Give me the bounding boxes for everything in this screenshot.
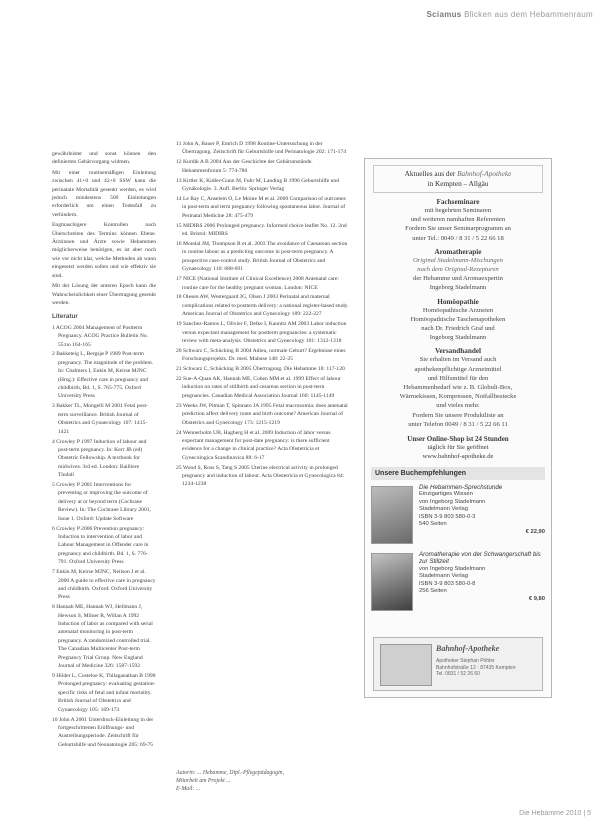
book-line: 540 Seiten <box>419 521 447 528</box>
reference-item: 10 John A 2001 Unterdruck-Einleitung in der fortgeschrittenen Eröffnungs- und Austreibungsperiode. Zeitschrift für Geburtshilfe und Neonatologie 205: 69-75 <box>52 716 154 748</box>
ad-line: Ingeborg Stadelmann <box>429 334 487 342</box>
reference-item: 15 MIDIRS 2006 Prolonged pregnancy. Informed choice leaflet No. 12. 2nd ed. Bristol: MIDIRS <box>176 222 347 238</box>
ad-line: der Hebamme und Aromaexpertin <box>413 275 503 283</box>
book-title: Die Hebammen-Sprechstunde <box>419 484 503 492</box>
reference-item: 24 Wennerholm UB, Hagberg H et al. 2009 Induction of labor versus expectant management for post-date pregnancy: is there sufficient evidence for a change in clinical practice? Acta Obstetricia et Gynecologica Scandinavica 88: 6-17 <box>176 429 331 461</box>
ad-line: mit begehrten Seminaren <box>424 207 492 214</box>
ad-line: Ingeborg Stadelmann <box>429 284 487 292</box>
text-column-middle <box>176 140 350 490</box>
reference-item: 8 Hannah ME, Hannah WJ, Hellmann J, Hewson S, Milner R, Willan A 1992 Induction of labor as compared with serial antenatal monitoring in post-term pregnancy. A randomized controlled trial. The Canadian Multicenter Post-term Pregnancy Trial Group. New England Journal of Medicine 326: 1587-1592 <box>52 604 153 670</box>
ad-block-heading: Homöopathie <box>437 297 479 306</box>
reference-item: 16 Mondal JM, Thompson R et al. 2003 The avoidance of Caesarean section in routine labour as a predicting outcome in post-term pregnancy. A prospective case-control study. British Journal of Obstetrics and Gynaecology 110: 688-691 <box>176 240 348 273</box>
header-title: Blicken aus dem Hebammenraum <box>464 10 593 19</box>
book-line: Einzigartiges Wissen <box>419 491 473 498</box>
reference-item: 17 NICE (National Institute of Clinical Excellence) 2008 Antenatal care: routine care for the healthy pregnant woman. London: NICE <box>176 276 339 291</box>
reference-item: 2 Bakketeig L, Bergsjø P 1989 Post-term pregnancy. The magnitude of the problem. In: Chalmers I, Enkin M, Keirse MJNC (Hrsg.): Effective care in pregnancy and childbirth, Bd. 1, S. 765-775. Oxford University Press <box>52 351 154 400</box>
ad-title-line: Aktuelles aus der <box>404 169 456 178</box>
reference-item: 14 Le Ray C, Anselem O, Le Moine M et al. 2009 Comparison of outcomes in post-term and term pregnancy following spontaneous labor. Journal of Perinatal Medicine 28: 475-479 <box>176 195 346 219</box>
book-cover-image <box>371 486 413 544</box>
ad-line: Hebammenbedarf wie z. B. Globuli-Box, <box>403 384 513 392</box>
online-shop-heading: Unser Online-Shop ist 24 Stunden <box>407 435 509 444</box>
book-item <box>371 484 545 548</box>
pharmacy-building-icon <box>380 644 432 686</box>
ad-line <box>373 256 543 265</box>
ad-block-heading: Versandhandel <box>434 347 482 356</box>
logo-address-line: Tel. 0831 / 52 26 60 <box>436 671 480 678</box>
ad-line: Wärmekissen, Kompressen, Notfallbestecke <box>399 393 517 401</box>
author-note-line: Autorin: ... Hebamme, Dipl.-Pflegepädagogin, <box>176 770 285 776</box>
book-recommendations-heading: Unsere Buchempfehlungen <box>371 467 545 480</box>
author-note-line: Mitarbeit am Projekt ... <box>176 777 231 784</box>
reference-item: 1 ACOG 2004 Management of Postterm Pregnancy. ACOG Practice Bulletin No. 55:no 164-165 <box>52 324 149 348</box>
paragraph: gewährleistet und sonst können den definierten Gebärvorgang widmen. <box>52 151 156 166</box>
reference-item: 23 Weeks JW, Pitman T, Spinnato JA 1995 Fetal macrosomia: does antenatal prediction affect delivery route and birth outcome? American Journal of Obstetrics and Gynecology 173: 1215-1219 <box>176 402 348 426</box>
ad-block-heading: Aromatherapie <box>434 247 482 256</box>
reference-item: 12 Kurdik A B 2004 Aus der Geschichte der Gebärumstände. Hebammenforum 5: 774-780 <box>176 159 313 174</box>
author-note <box>176 770 350 793</box>
ad-line: Fordern Sie unsere Produktliste an <box>412 411 504 419</box>
book-info <box>419 484 545 536</box>
book-line: von Ingeborg Stadelmann <box>419 498 486 505</box>
text-column-left <box>52 150 156 751</box>
ad-line: Fordern Sie unser Seminarprogramm an <box>405 225 511 233</box>
pharmacy-advertisement <box>364 158 552 698</box>
ad-line-italic: Original Stadelmann-Mischungen <box>413 256 503 264</box>
paragraph: Mit einer routinemäßigen Einleitung zwischen 41+0 und 42+0 SSW kann die perinatale Mortalität gesenkt werden, es wird jedoch mindestens 500 Einleitungen erforderlich um einen Todesfall zu verhindern. <box>52 169 156 218</box>
ad-line: und weiteren namhaften Referenten <box>410 216 506 224</box>
book-line: 256 Seiten <box>419 588 447 595</box>
book-line: Stadelmann Verlag <box>419 506 468 513</box>
book-line: ISBN 3-9 803 580-0-8 <box>419 580 476 587</box>
reference-item: 4 Crowley P 1997 Induction of labour and post-term pregnancy. In: Kerr JB (ed) Obstetric Fellowship. A textbook for midwives. 3rd ed. London: Bailliere Tindall <box>52 438 147 479</box>
header-section: Sciamus <box>426 10 462 19</box>
ad-block-mail-order <box>365 344 551 431</box>
reference-item: 22 Sue-A-Quan AK, Hannah ME, Cohen MM et al. 1999 Effect of labour induction on rates of stillbirth and cesarean section in post-term pregnancies. Canadian Medical Association Journal 160: 1145-1149 <box>176 376 341 399</box>
logo-name: Bahnhof-Apotheke <box>436 644 500 653</box>
book-price: € 22,90 <box>525 528 545 535</box>
literature-heading: Literatur <box>52 313 78 321</box>
ad-title-line: in Kempten – Allgäu <box>427 179 489 188</box>
shop-url-link[interactable]: www.bahnhof-apotheke.de <box>422 453 494 461</box>
reference-item: 5 Crowley P 2001 Interventions for preventing or improving the outcome of delivery at or beyond term (Cochrane Review). In: The Cochrane Library 2001, Issue 1. Oxford: Update Software <box>52 482 151 522</box>
reference-item: 6 Crowley P 2006 Prevention pregnancy: Induction to intervention of labor and Labour Management in Offender care in pregnancy and childbirth. Bd. 1, S. 776-791. Oxford University Press <box>52 525 149 566</box>
reference-item: 7 Enkin M, Keirse MJNC, Neilson J et al. 2000 A guide to effective care in pregnancy and childbirth. Oxford: Oxford University Press <box>52 569 156 601</box>
logo-address <box>436 658 536 678</box>
book-price: € 9,80 <box>528 595 545 602</box>
ad-line: unter Telefon 0049 / 8 31 / 5 22 66 11 <box>408 420 508 428</box>
ad-line: apothekenpflichtige Arzneimittel <box>414 365 502 373</box>
ad-line: Homöopathische Arzneien <box>422 306 494 314</box>
logo-address-line: Apotheker Stephan Pöhler <box>436 658 495 664</box>
ad-block-heading: Fachseminare <box>436 198 480 206</box>
ad-line: und Hilfsmittel für den <box>427 374 489 382</box>
ad-line <box>373 265 543 274</box>
book-item <box>371 551 545 615</box>
reference-item: 11 John A, Bauer P, Emrich D 1998 Routine-Untersuchung in der Übertragung. Zeitschrift für Geburtshilfe und Perinatologie 202: 171-174 <box>176 141 347 156</box>
book-line: von Ingeborg Stadelmann <box>419 565 486 572</box>
reference-item: 13 Kirtler K, Kidler-Gunn M, Fuhr M, Landing B 1996 Geburtshilfe und Gynäkologie. 3. Aufl. Berlin: Springer Verlag <box>176 177 340 193</box>
ad-line: unter Tel.: 0049 / 8 31 / 5 22 66 18 <box>412 234 504 242</box>
running-header <box>427 10 593 19</box>
author-note-line: E-Mail: ... <box>176 785 201 792</box>
ad-block-homeopathy <box>365 295 551 345</box>
book-line: Stadelmann Verlag <box>419 573 468 580</box>
ad-line: Sie erhalten im Versand auch <box>419 356 497 364</box>
reference-item: 25 Wood S, Ross S, Tang S 2005 Uterine electrical activity in prolonged pregnancy and induction of labour. Acta Obstetricia et Gynecologica 84: 1234-1238 <box>176 464 345 488</box>
reference-item: 18 Olesen AW, Westergaard JG, Olsen J 2003 Perinatal and maternal complications related to postterm delivery: a national register-based study. American Journal of Obstetrics and Gynecology 189: 222-227 <box>176 294 349 318</box>
ad-line: nach Dr. Friedrich Graf und <box>421 325 495 333</box>
ad-brand: Bahnhof-Apotheke <box>457 169 512 178</box>
reference-item: 9 Hilder L, Costeloe K, Thilaganathan B 1998 Prolonged pregnancy: evaluating gestation-specific risks of fetal and infant mortality. British Journal of Obstetrics and Gynaecology 105: 169-173 <box>52 672 156 713</box>
ad-title <box>373 165 543 193</box>
logo-address-line: Bahnhofstraße 12 · 87435 Kempten <box>436 664 516 671</box>
ad-block-seminars <box>365 195 551 245</box>
ad-line-italic: nach dem Original-Rezepturen <box>417 266 499 274</box>
ad-block-aromatherapy <box>365 245 551 295</box>
book-cover-image <box>371 553 413 611</box>
reference-item: 3 Bakker TL, Mongelli M 2001 Fetal post-term surveillance. British Journal of Obstetrics and Gynaecology 107: 1415-1421 <box>52 403 148 435</box>
reference-item: 20 Schwarz C, Schücking B 2004 Adieu, normale Geburt? Ergebnisse eines Forschungsprojekts. Dr. med. Mabuse 148: 22-25 <box>176 347 346 363</box>
ad-line: Homöopathische Taschenapotheken <box>410 315 506 323</box>
page-footer: Die Hebamme 2010 | 5 <box>519 810 591 817</box>
online-shop-line: täglich für Sie geöffnet <box>427 444 489 452</box>
book-title: Aromatherapie von der Schwangerschaft bis zur Stillzeit <box>419 551 541 566</box>
ad-line: und vieles mehr. <box>436 402 480 410</box>
paragraph: Engmaschigere Kontrollen nach Überschreiten des Termins können Ebene. Ärztinnen und Ärzte sowie Hebammen möglicherweise benötigen, es ist aber noch wie vor nicht klar, welche Methoden ab wann eingesetzt werden sollen und wie effektiv sie sind. <box>52 222 156 279</box>
pharmacy-logo <box>373 637 543 691</box>
paragraph: Mit der Lösung der unteren Epoch kann die Wahrscheinlichkeit einer Übertragung gesenkt werden. <box>52 283 156 306</box>
reference-item: 21 Schwarz C, Schücking B 2005 Übertragung. Die Hebamme 18: 117-120 <box>176 366 345 373</box>
book-line: ISBN 3-9 803 580-0-3 <box>419 513 476 520</box>
book-info <box>419 551 545 603</box>
reference-item: 19 Sanchez-Ramos L, Olivier F, Delke I, Kaunitz AM 2003 Labor induction versus expectant management for postterm pregnancies: a systematic review with meta-analysis. Obstetrics and Gynecology 101: 1312-1318 <box>176 321 347 344</box>
